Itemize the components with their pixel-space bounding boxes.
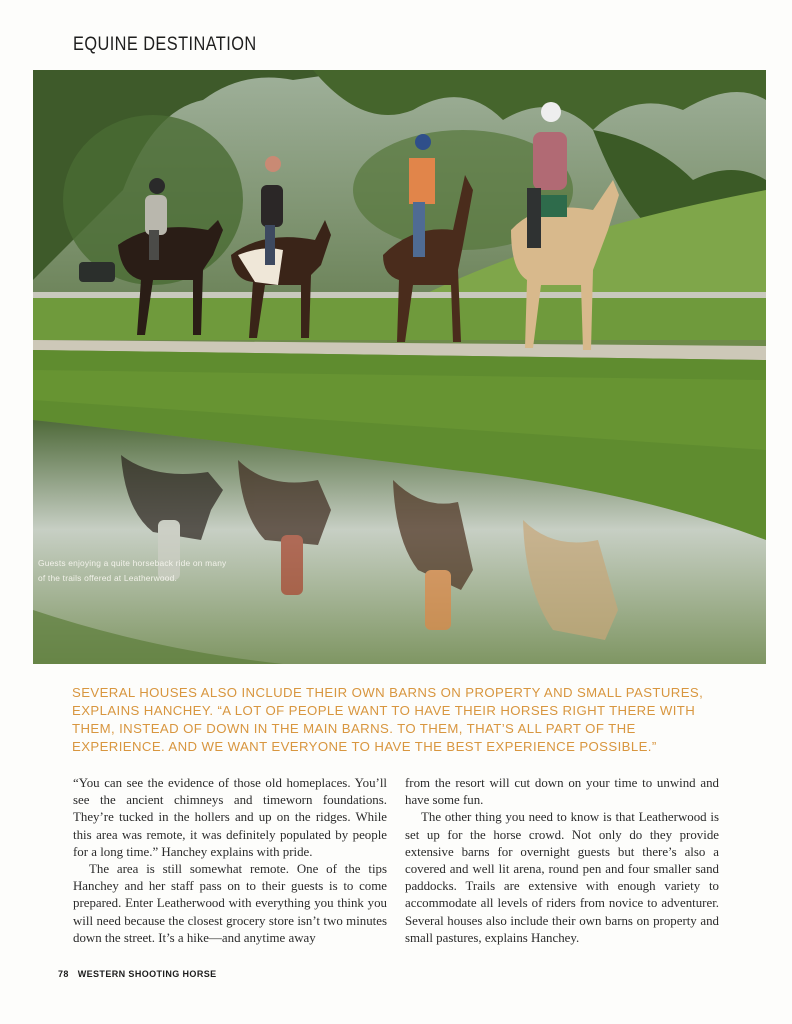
page-footer: [58, 969, 217, 979]
caption-line-2: of the trails offered at Leatherwood.: [38, 573, 178, 583]
parked-car: [79, 262, 115, 282]
pull-quote: SEVERAL HOUSES ALSO INCLUDE THEIR OWN BARNS ON PROPERTY AND SMALL PASTURES, EXPLAINS HANCHEY. “A LOT OF PEOPLE WANT TO HAVE THEIR HORSES RIGHT THERE WITH THEM, INSTEAD OF DOWN IN THE MAIN BARNS. TO THEM, THAT’S ALL PART OF THE EXPERIENCE. AND WE WANT EVERYONE TO HAVE THE BEST EXPERIENCE POSSIBLE.”: [72, 685, 704, 754]
paragraph: “You can see the evidence of those old homeplaces. You’ll see the ancient chimneys and timeworn foundations. They’re tucked in the hollers and up on the ridges. While this area was remote, it was definitely populated by people for a long time.” Hanchey explains with pride.: [73, 776, 387, 859]
paragraph: from the resort will cut down on your time to unwind and have some fun.: [405, 776, 719, 808]
body-column-left: [73, 775, 387, 947]
paragraph: The area is still somewhat remote. One of the tips Hanchey and her staff pass on to their guests is to come prepared. Enter Leatherwood with everything you think you will need because the closest grocery store isn’t two minutes down the street. It’s a hike—and anytime away: [73, 862, 387, 945]
body-column-right: [405, 775, 719, 947]
caption-line-1: Guests enjoying a quite horseback ride on many: [38, 558, 227, 568]
paragraph: The other thing you need to know is that Leatherwood is set up for the horse crowd. Not only do they provide extensive barns for overnight guests but there’s also a covered and well lit arena, round pen and four smaller sand paddocks. Trails are extensive with enough variety to accommodate all levels of riders from novice to adventurer. Several houses also include their own barns on property and small pastures, explains Hanchey.: [405, 810, 719, 945]
photo-caption: [38, 556, 278, 586]
section-title: EQUINE DESTINATION: [73, 34, 257, 55]
publication-name: WESTERN SHOOTING HORSE: [77, 969, 217, 979]
page-number: 78: [58, 969, 69, 979]
